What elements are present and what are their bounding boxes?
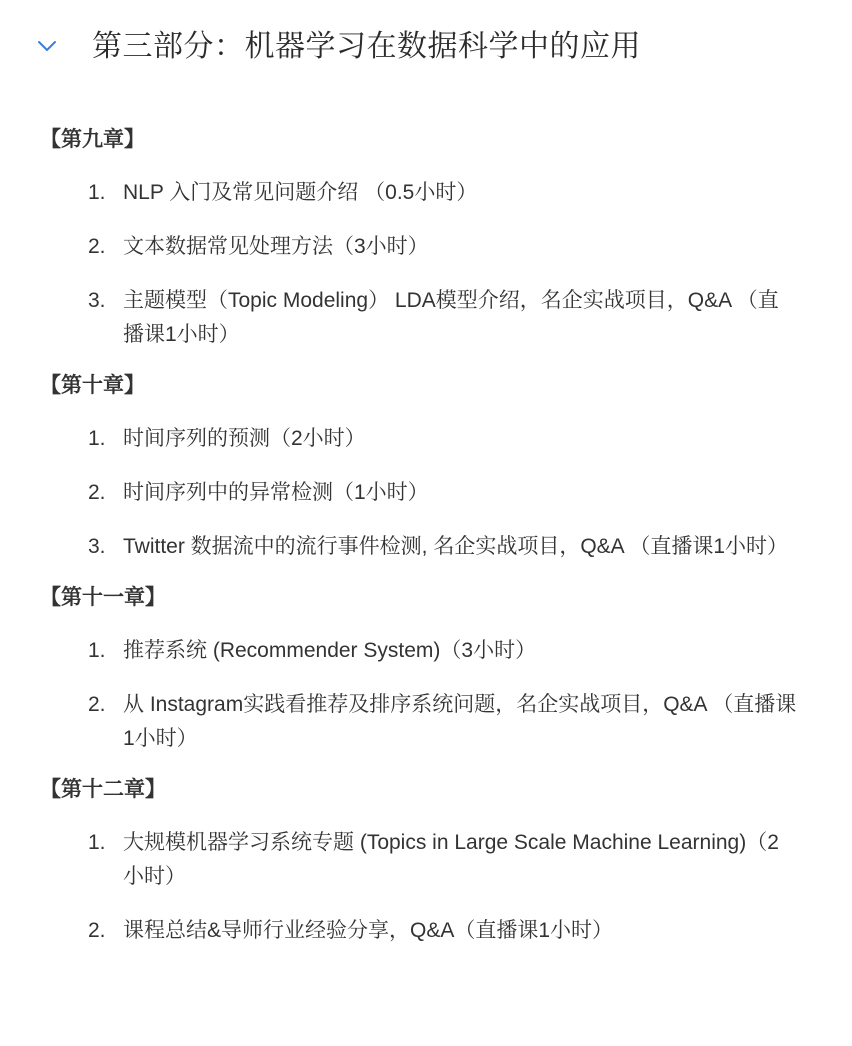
- list-item: [0, 688, 852, 756]
- list-item-number: 1.: [88, 427, 106, 450]
- list-item-text: Twitter 数据流中的流行事件检测, 名企实战项目，Q&A （直播课1小时）: [123, 535, 789, 558]
- list-item: [0, 476, 852, 510]
- list-item: [0, 422, 852, 456]
- list-item: [0, 634, 852, 668]
- section-header[interactable]: [0, 0, 852, 70]
- list-item-number: 1.: [88, 181, 106, 204]
- list-item-number: 1.: [88, 831, 106, 854]
- chevron-down-icon[interactable]: [36, 38, 58, 54]
- list-item-number: 2.: [88, 481, 106, 504]
- list-item: [0, 176, 852, 210]
- list-item-text: 大规模机器学习系统专题 (Topics in Large Scale Machine Learning)（2小时）: [123, 831, 779, 888]
- chapter-9: [0, 122, 852, 352]
- chapter-title: 【第十二章】: [40, 778, 166, 801]
- chapter-12: [0, 772, 852, 948]
- section-content: [0, 122, 852, 968]
- chapter-title: 【第十章】: [40, 374, 145, 397]
- list-item-text: 推荐系统 (Recommender System)（3小时）: [123, 639, 537, 662]
- list-item: [0, 530, 852, 564]
- list-item: [0, 284, 852, 352]
- chapter-10: [0, 368, 852, 564]
- list-item-text: 从 Instagram实践看推荐及排序系统问题，名企实战项目，Q&A （直播课1小时）: [123, 693, 797, 750]
- list-item-number: 3.: [88, 535, 106, 558]
- list-item-text: 主题模型（Topic Modeling） LDA模型介绍，名企实战项目，Q&A （直播课1小时）: [123, 289, 779, 346]
- list-item-text: 课程总结&导师行业经验分享，Q&A（直播课1小时）: [123, 919, 614, 942]
- list-item: [0, 914, 852, 948]
- chapter-title: 【第十一章】: [40, 586, 166, 609]
- list-item-text: 时间序列中的异常检测（1小时）: [123, 481, 429, 504]
- list-item: [0, 230, 852, 264]
- list-item: [0, 826, 852, 894]
- list-item-number: 2.: [88, 235, 106, 258]
- chapter-title: 【第九章】: [40, 128, 145, 151]
- list-item-text: 文本数据常见处理方法（3小时）: [123, 235, 429, 258]
- list-item-number: 1.: [88, 639, 106, 662]
- list-item-number: 2.: [88, 693, 106, 716]
- chapter-11: [0, 580, 852, 756]
- section-title: 第三部分：机器学习在数据科学中的应用: [92, 30, 641, 63]
- list-item-number: 2.: [88, 919, 106, 942]
- list-item-text: 时间序列的预测（2小时）: [123, 427, 366, 450]
- list-item-text: NLP 入门及常见问题介绍 （0.5小时）: [123, 181, 478, 204]
- list-item-number: 3.: [88, 289, 106, 312]
